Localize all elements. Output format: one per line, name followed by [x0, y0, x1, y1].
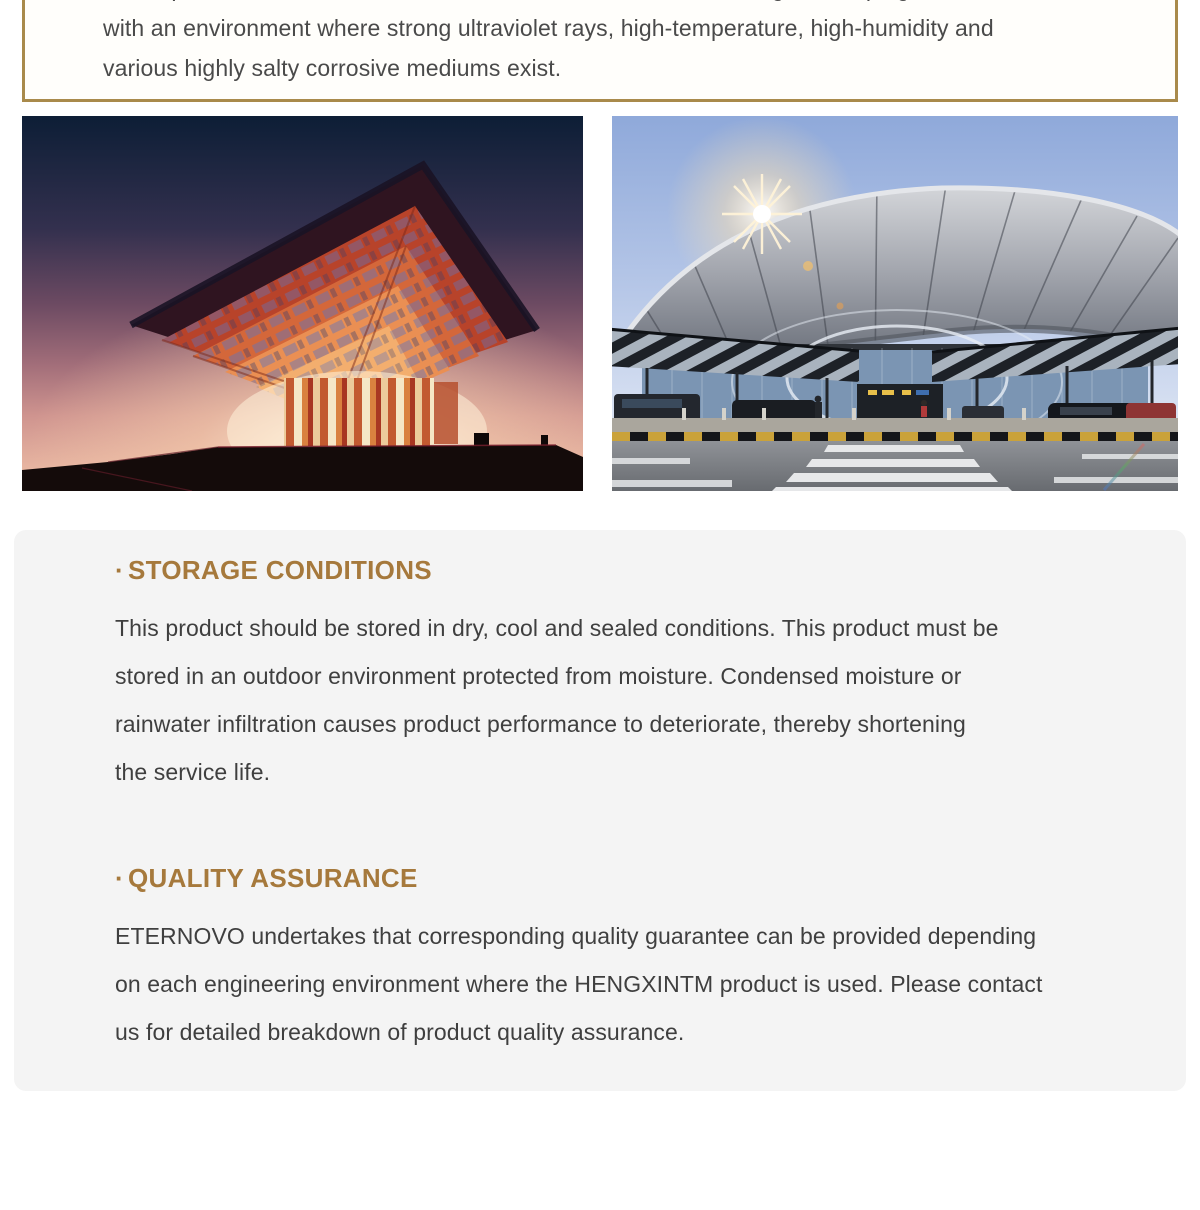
storage-line-2: stored in an outdoor environment protected from moisture. Condensed moisture or	[115, 663, 962, 689]
photo-china-pavilion	[22, 116, 583, 491]
sidewalk-and-road	[612, 408, 1178, 491]
quality-assurance-paragraph	[115, 912, 1043, 1056]
pavilion-columns-side	[434, 382, 458, 444]
storage-conditions-paragraph	[115, 604, 999, 796]
pavilion-columns	[284, 378, 434, 446]
storage-line-4: the service life.	[115, 759, 271, 785]
storage-conditions-title	[115, 552, 432, 588]
quality-assurance-title	[115, 860, 418, 896]
quality-line-3: us for detailed breakdown of product quality assurance.	[115, 1019, 685, 1045]
storage-conditions-label: STORAGE CONDITIONS	[127, 555, 432, 585]
quality-line-1: ETERNOVO undertakes that corresponding quality guarantee can be provided depending	[115, 923, 1037, 949]
storage-line-3: rainwater infiltration causes product performance to deteriorate, thereby shortening	[115, 711, 966, 737]
lens-flare-2	[837, 303, 844, 310]
intro-line-2: various highly salty corrosive mediums exist.	[103, 55, 562, 81]
photo-airport-terminal	[612, 116, 1178, 491]
title-bullet: ·	[115, 555, 124, 585]
intro-clipped-line	[103, 0, 1135, 8]
quality-assurance-label: QUALITY ASSURANCE	[127, 863, 418, 893]
title-bullet: ·	[115, 863, 124, 893]
intro-box	[22, 0, 1178, 102]
lens-flare	[803, 261, 813, 271]
info-panel	[14, 530, 1186, 1091]
storage-line-1: This product should be stored in dry, cool and sealed conditions. This product must be	[115, 615, 999, 641]
intro-line-1: with an environment where strong ultraviolet rays, high-temperature, high-humidity and	[103, 15, 994, 41]
quality-line-2: on each engineering environment where the HENGXINTM product is used. Please contact	[115, 971, 1043, 997]
